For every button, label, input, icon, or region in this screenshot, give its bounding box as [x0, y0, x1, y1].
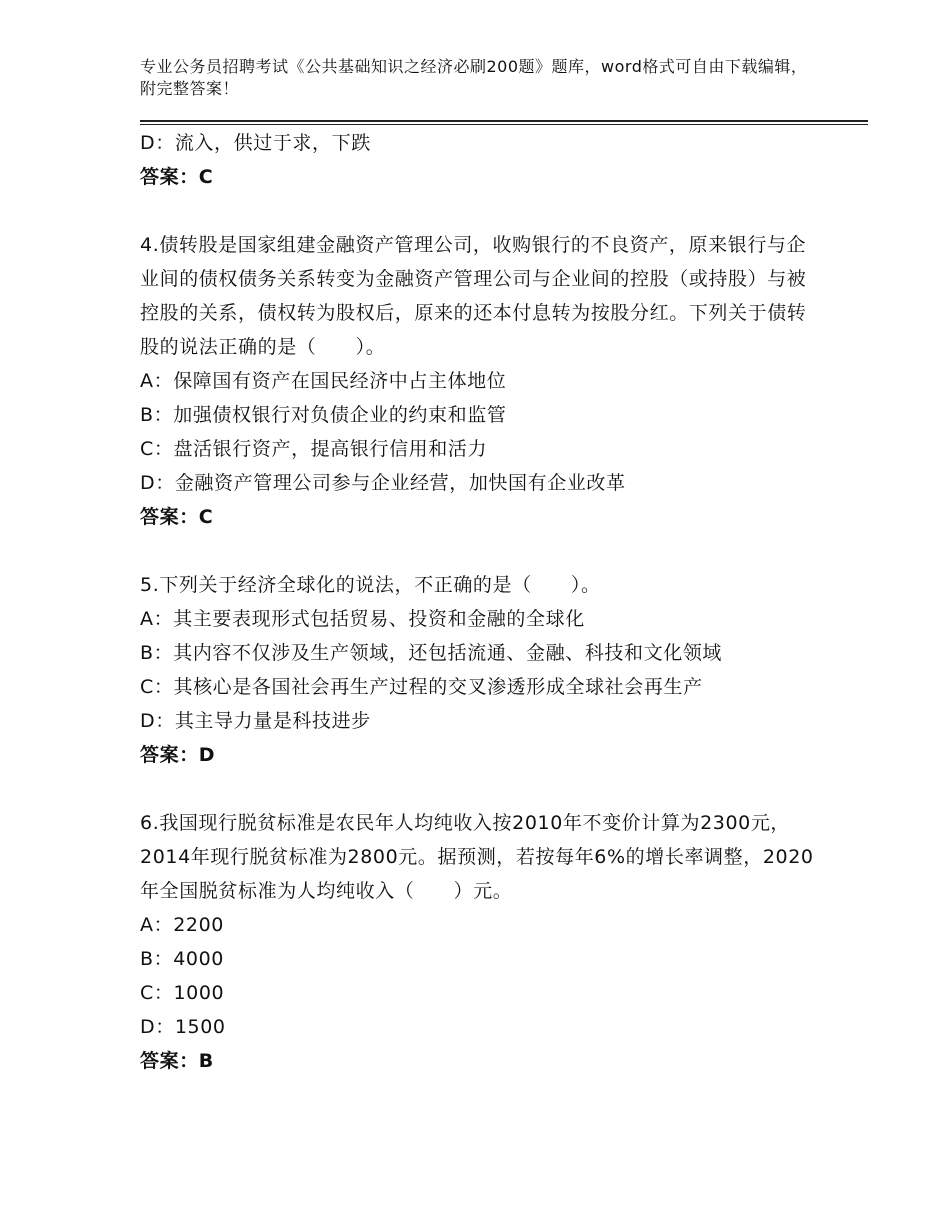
answer: 答案：C: [140, 506, 214, 528]
option-d: D：1500: [140, 1016, 226, 1038]
document-body: [140, 126, 820, 1078]
option-c: C：1000: [140, 982, 225, 1004]
option-b: B：加强债权银行对负债企业的约束和监管: [140, 404, 507, 426]
page-header: 专业公务员招聘考试《公共基础知识之经济必刷200题》题库，word格式可自由下载编辑，附完整答案！: [140, 57, 808, 98]
question-stem: 5.下列关于经济全球化的说法，不正确的是（ ）。: [140, 574, 601, 596]
answer: 答案：C: [140, 166, 214, 188]
answer: 答案：D: [140, 744, 216, 766]
option-d: D：金融资产管理公司参与企业经营，加快国有企业改革: [140, 472, 626, 494]
option-a: A：保障国有资产在国民经济中占主体地位: [140, 370, 507, 392]
option-a: A：其主要表现形式包括贸易、投资和金融的全球化: [140, 608, 585, 630]
question-5: [140, 568, 820, 772]
option-b: B：4000: [140, 948, 224, 970]
option-c: C：其核心是各国社会再生产过程的交叉渗透形成全球社会再生产: [140, 676, 703, 698]
option-c: C：盘活银行资产，提高银行信用和活力: [140, 438, 488, 460]
question-stem: 4.债转股是国家组建金融资产管理公司，收购银行的不良资产，原来银行与企业间的债权债务关系转变为金融资产管理公司与企业间的控股（或持股）与被控股的关系，债权转为股权后，原来的还本付息转为按股分红。下列关于债转股的说法正确的是（ ）。: [140, 234, 807, 358]
answer: 答案：B: [140, 1050, 214, 1072]
option-b: B：其内容不仅涉及生产领域，还包括流通、金融、科技和文化领域: [140, 642, 723, 664]
question-4: [140, 228, 820, 534]
question-6: [140, 806, 820, 1078]
option-a: A：2200: [140, 914, 224, 936]
option-d: D：其主导力量是科技进步: [140, 710, 371, 732]
question-stem: 6.我国现行脱贫标准是农民年人均纯收入按2010年不变价计算为2300元，2014年现行脱贫标准为2800元。据预测，若按每年6%的增长率调整，2020年全国脱贫标准为人均纯收入（ ）元。: [140, 812, 814, 902]
option-d: D：流入，供过于求，下跌: [140, 132, 371, 154]
